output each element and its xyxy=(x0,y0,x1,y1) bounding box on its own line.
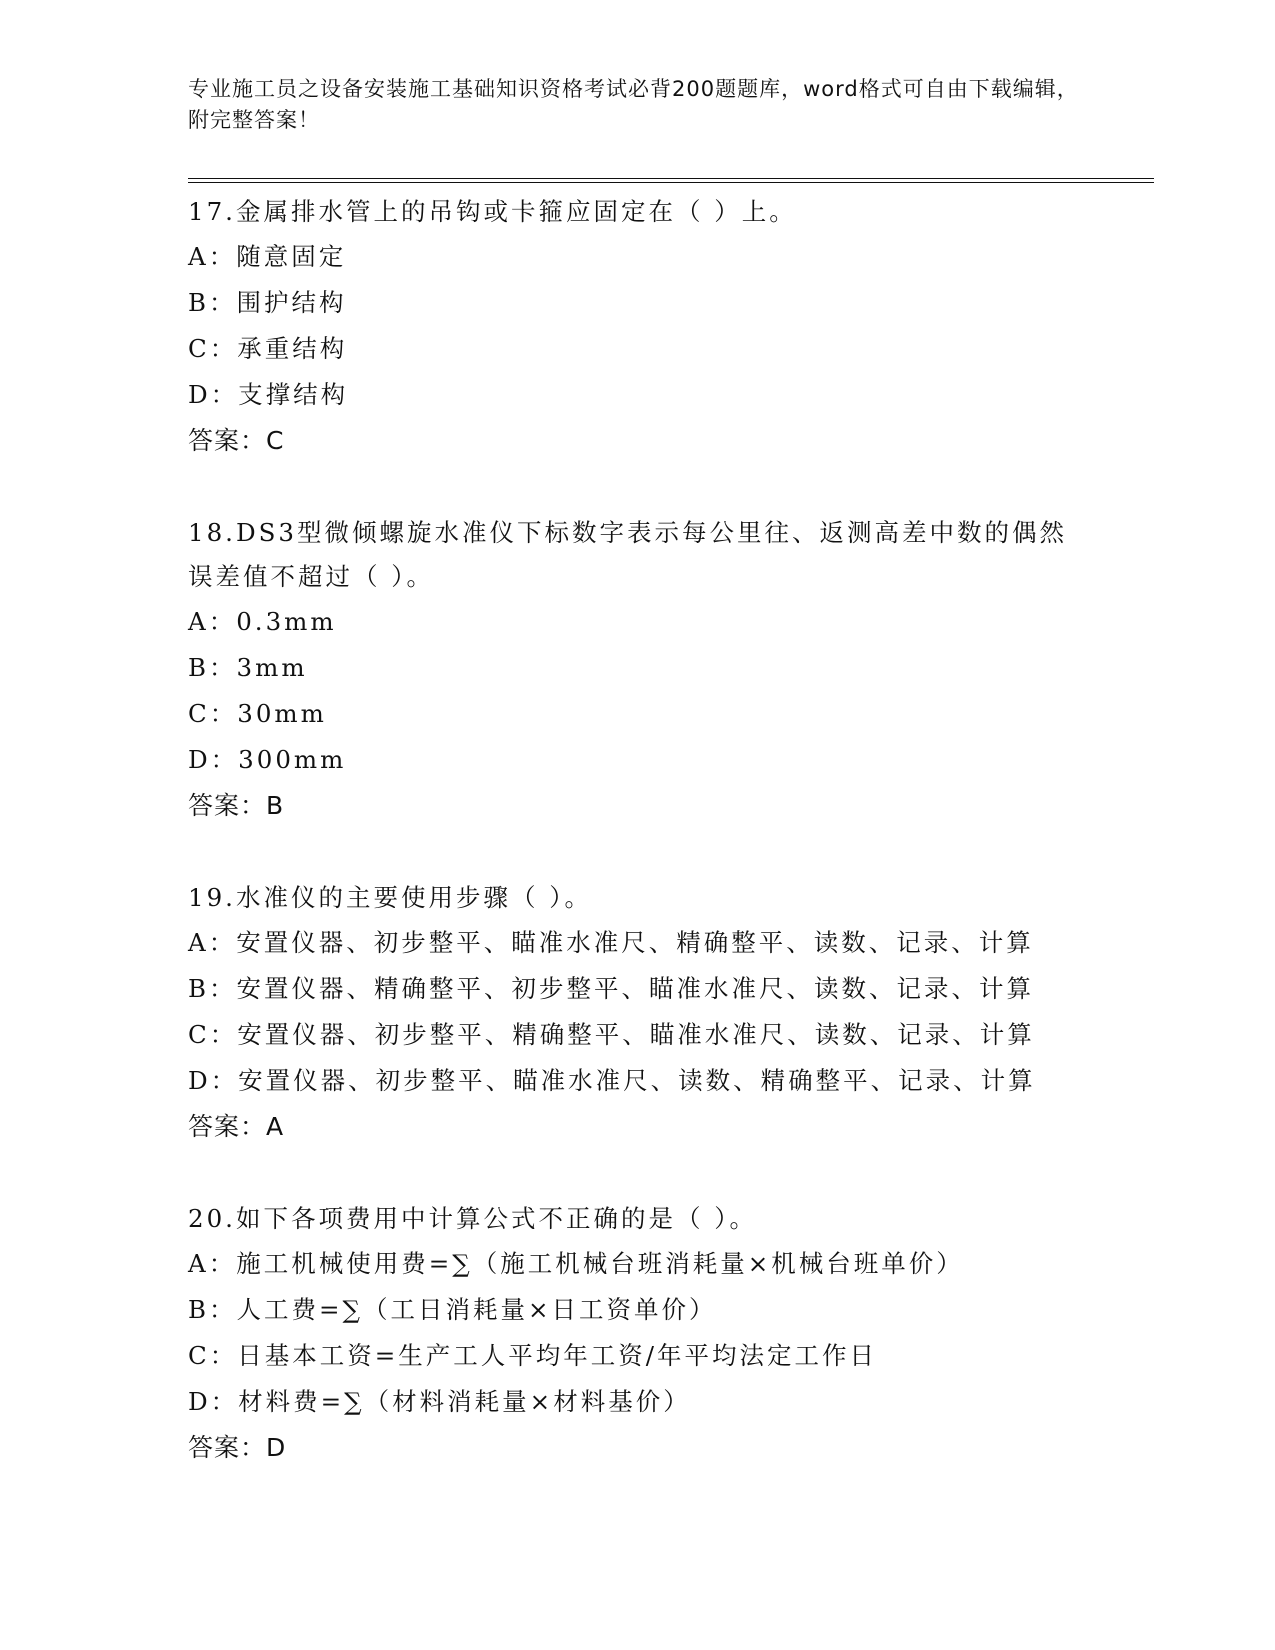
question-text: 19.水准仪的主要使用步骤（ ）。 xyxy=(188,883,592,912)
option-a: A：施工机械使用费=∑（施工机械台班消耗量×机械台班单价） xyxy=(188,1249,964,1278)
option-d: D：支撑结构 xyxy=(188,380,349,409)
question-text: 18.DS3型微倾螺旋水准仪下标数字表示每公里往、返测高差中数的偶然误差值不超过（ ）。 xyxy=(188,518,1067,591)
answer: 答案：D xyxy=(188,1433,287,1462)
option-b: B：人工费=∑（工日消耗量×日工资单价） xyxy=(188,1295,717,1324)
option-b: B：围护结构 xyxy=(188,288,347,317)
option-d: D：300mm xyxy=(188,745,347,774)
option-b: B：3mm xyxy=(188,653,308,682)
question-17 xyxy=(188,190,1088,464)
option-b: B：安置仪器、精确整平、初步整平、瞄准水准尺、读数、记录、计算 xyxy=(188,974,1035,1003)
option-a: A：安置仪器、初步整平、瞄准水准尺、精确整平、读数、记录、计算 xyxy=(188,928,1034,957)
header-divider-bottom xyxy=(188,182,1154,183)
header-divider-top xyxy=(188,178,1154,179)
option-c: C：30mm xyxy=(188,699,327,728)
question-text: 20.如下各项费用中计算公式不正确的是（ ）。 xyxy=(188,1204,757,1233)
answer: 答案：A xyxy=(188,1112,285,1141)
option-c: C：安置仪器、初步整平、精确整平、瞄准水准尺、读数、记录、计算 xyxy=(188,1020,1035,1049)
document-header: 专业施工员之设备安装施工基础知识资格考试必背200题题库，word格式可自由下载编辑，附完整答案！ xyxy=(188,77,1079,132)
question-20 xyxy=(188,1197,1088,1471)
option-c: C：日基本工资=生产工人平均年工资/年平均法定工作日 xyxy=(188,1341,878,1370)
question-18 xyxy=(188,511,1088,829)
option-a: A：随意固定 xyxy=(188,242,347,271)
answer: 答案：B xyxy=(188,791,285,820)
option-d: D：安置仪器、初步整平、瞄准水准尺、读数、精确整平、记录、计算 xyxy=(188,1066,1036,1095)
answer: 答案：C xyxy=(188,426,285,455)
option-d: D：材料费=∑（材料消耗量×材料基价） xyxy=(188,1387,691,1416)
option-c: C：承重结构 xyxy=(188,334,348,363)
question-text: 17.金属排水管上的吊钩或卡箍应固定在（ ）上。 xyxy=(188,197,797,226)
option-a: A：0.3mm xyxy=(188,607,337,636)
question-list xyxy=(188,190,1088,1518)
question-19 xyxy=(188,876,1088,1150)
